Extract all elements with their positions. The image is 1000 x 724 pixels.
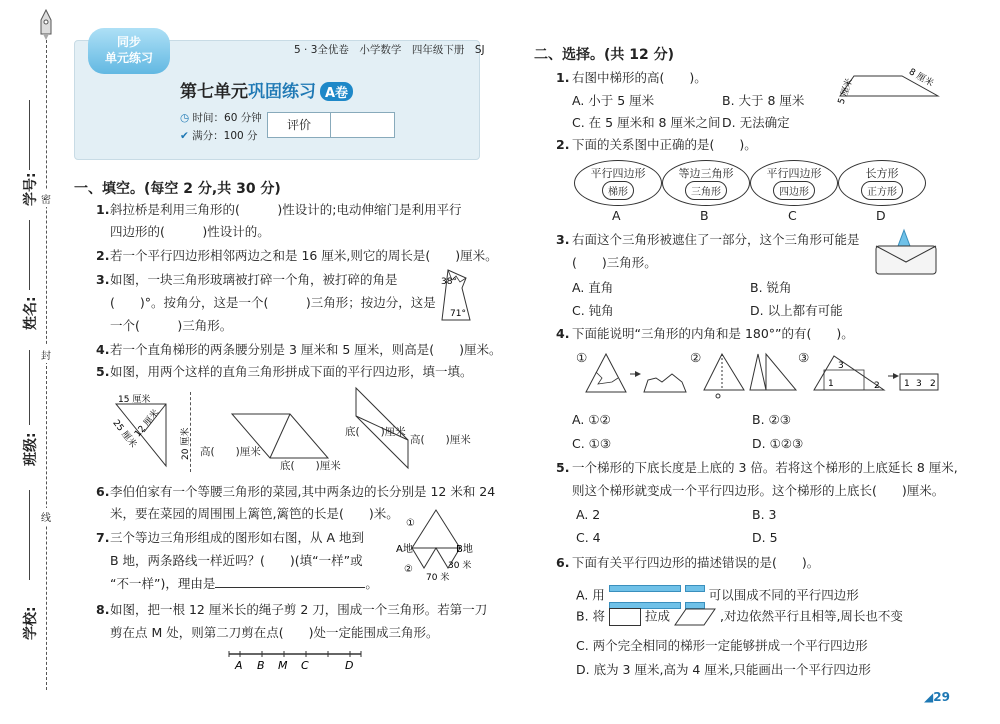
length-label: 30 米 [448, 561, 472, 571]
option[interactable]: D. 底为 3 厘米,高为 4 厘米,只能画出一个平行四边形 [576, 662, 871, 677]
side-label: 20 厘米 [181, 427, 191, 460]
side-label: 8 厘米 [906, 67, 935, 90]
rocket-icon [40, 10, 52, 40]
option[interactable]: A. 直角 [572, 280, 614, 295]
option[interactable]: C. 4 [576, 530, 601, 545]
rating-box[interactable] [267, 112, 395, 138]
divider [190, 392, 191, 472]
svg-text:1: 1 [828, 379, 834, 389]
score-info: ✔ 满分：100 分 [180, 130, 258, 142]
seal-mark: 封 [41, 346, 51, 363]
length-label: 70 米 [426, 573, 450, 583]
seal-mark: 密 [41, 190, 51, 207]
sync-unit-badge: 同步 单元练习 [88, 28, 170, 74]
question-text: ( )三角形。 [572, 255, 657, 270]
side-label: 5 厘米 [836, 77, 856, 106]
class-field[interactable] [29, 350, 30, 425]
clock-icon: ◷ [180, 112, 190, 124]
question-text: 李伯伯家有一个等腰三角形的菜园,其中两条边的长分别是 12 米和 24 [110, 484, 496, 499]
venn-option-d[interactable]: 长方形 正方形 [838, 160, 926, 206]
question-text: 一个( )三角形。 [110, 318, 233, 333]
point-label: A地 [396, 544, 413, 555]
question-text: 则这个梯形就变成一个平行四边形。这个梯形的上底长( )厘米。 [572, 483, 945, 498]
option[interactable]: D. 以上都有可能 [750, 303, 843, 318]
option-letter: A [612, 208, 621, 223]
version-tag: A卷 [320, 82, 353, 101]
question-number: 2. [96, 248, 110, 263]
option[interactable]: D. ①②③ [752, 436, 804, 451]
svg-text:3: 3 [916, 379, 922, 389]
question-text: 下面能说明“三角形的内角和是 180°”的有( )。 [572, 326, 854, 341]
svg-text:2: 2 [930, 379, 936, 389]
side-label: 25 厘米 [110, 418, 139, 450]
question-text: 下面的关系图中正确的是( )。 [572, 137, 757, 152]
section-heading: 二、选择。(共 12 分) [534, 47, 675, 63]
question-text: 四边形的( )性设计的。 [110, 224, 270, 239]
parallelogram-icon [674, 608, 716, 626]
option[interactable]: A. 用 可以围成不同的平行四边形 [576, 580, 859, 612]
question-text: 一个梯形的下底长度是上底的 3 倍。若将这个梯形的上底延长 8 厘米, [572, 460, 958, 475]
fold-triangle-figure [700, 350, 800, 402]
svg-text:1: 1 [904, 379, 910, 389]
question-text: 剪在点 M 处，则第二刀剪在点( )处一定能围成三角形。 [110, 625, 439, 640]
page-number: ◢29 [924, 690, 950, 704]
option-letter: C [788, 208, 797, 223]
covered-triangle-figure [874, 228, 938, 276]
series-info: 5 · 3全优卷 小学数学 四年级下册 SJ [294, 44, 485, 56]
tear-angles-figure [582, 352, 690, 396]
broken-glass-figure [440, 268, 476, 322]
point-label: B [257, 659, 265, 672]
option[interactable]: B. 大于 8 厘米 [722, 93, 805, 108]
point-label: A [235, 659, 243, 672]
rating-label: 评价 [268, 113, 331, 137]
question-text: 下面有关平行四边形的描述错误的是( )。 [572, 555, 820, 570]
angle-label: 71° [450, 309, 466, 319]
question-number: 5. [556, 460, 570, 475]
point-label: C [301, 659, 309, 672]
side-label: 15 厘米 [118, 395, 151, 405]
question-number: 3. [556, 232, 570, 247]
option[interactable]: D. 5 [752, 530, 778, 545]
class-label: 班级: [23, 432, 39, 466]
figure-number: ② [690, 350, 702, 365]
question-text: 若一个直角梯形的两条腰分别是 3 厘米和 5 厘米，则高是( )厘米。 [110, 342, 502, 357]
question-number: 5. [96, 364, 110, 379]
question-number: 6. [556, 555, 570, 570]
question-number: 6. [96, 484, 110, 499]
question-number: 7. [96, 530, 110, 545]
option[interactable]: C. ①③ [572, 436, 612, 451]
question-text: 如图，用两个这样的直角三角形拼成下面的平行四边形，填一填。 [110, 364, 473, 379]
name-field[interactable] [29, 220, 30, 290]
venn-option-b[interactable]: 等边三角形 三角形 [662, 160, 750, 206]
svg-text:2: 2 [874, 381, 880, 391]
option[interactable]: C. 钝角 [572, 303, 614, 318]
point-label: B地 [456, 544, 473, 555]
angle-label: 38° [441, 277, 457, 287]
equilateral-triangles-figure [396, 506, 476, 584]
option-letter: D [876, 208, 886, 223]
base-label: 底( )厘米 [345, 426, 406, 438]
question-text: 斜拉桥是利用三角形的( )性设计的;电动伸缩门是利用平行 [110, 202, 462, 217]
rectangle-icon [609, 608, 641, 626]
figure-number: ③ [798, 350, 810, 365]
option[interactable]: A. 2 [576, 507, 601, 522]
question-number: 4. [96, 342, 110, 357]
question-number: 2. [556, 137, 570, 152]
question-number: 1. [556, 70, 570, 85]
question-text: 三个等边三角形组成的图形如右图，从 A 地到 [110, 530, 364, 545]
route-label: ① [406, 518, 415, 529]
rope-number-line [225, 648, 365, 672]
section-heading: 一、填空。(每空 2 分,共 30 分) [74, 181, 281, 197]
height-label: 高( )厘米 [200, 446, 261, 458]
svg-text:3: 3 [838, 361, 844, 371]
option[interactable]: C. 两个完全相同的梯形一定能够拼成一个平行四边形 [576, 638, 868, 653]
question-text: 若一个平行四边形相邻两边之和是 16 厘米,则它的周长是( )厘米。 [110, 248, 498, 263]
venn-option-c[interactable]: 平行四边形 四边形 [750, 160, 838, 206]
check-circle-icon: ✔ [180, 130, 189, 142]
school-label: 学校: [23, 606, 39, 640]
question-number: 3. [96, 272, 110, 287]
name-label: 姓名: [23, 296, 39, 330]
time-info: ◷ 时间：60 分钟 [180, 112, 262, 124]
option-letter: B [700, 208, 709, 223]
option[interactable]: A. ①② [572, 412, 611, 427]
question-text: 右面这个三角形被遮住了一部分，这个三角形可能是 [572, 232, 860, 247]
question-text: 米，要在菜园的周围围上篱笆,篱笆的长是( )米。 [110, 506, 399, 521]
option[interactable]: A. 小于 5 厘米 [572, 93, 655, 108]
venn-option-a[interactable]: 平行四边形 梯形 [574, 160, 662, 206]
page-title: 第七单元巩固练习 A卷 [180, 77, 353, 102]
route-label: ② [404, 564, 413, 575]
student-id-field[interactable] [29, 100, 30, 170]
gutter-seal-line [46, 40, 47, 690]
figure-number: ① [576, 350, 588, 365]
school-field[interactable] [29, 490, 30, 580]
student-id-label: 学号: [23, 172, 39, 206]
question-text: 如图，一块三角形玻璃被打碎一个角，被打碎的角是 [110, 272, 398, 287]
height-label: 高( )厘米 [410, 434, 471, 446]
right-triangle-figure [110, 392, 191, 470]
option[interactable]: D. 无法确定 [722, 115, 790, 130]
option[interactable]: B. 3 [752, 507, 777, 522]
question-text: ( )°。按角分，这是一个( )三角形；按边分，这是 [110, 295, 436, 310]
question-text: B 地，两条路线一样近吗？( )(填“一样”或 [110, 553, 363, 568]
base-label: 底( )厘米 [280, 460, 341, 472]
question-number: 8. [96, 602, 110, 617]
question-text: 如图，把一根 12 厘米长的绳子剪 2 刀，围成一个三角形。若第一刀 [110, 602, 488, 617]
fold-paper-figure [812, 352, 940, 392]
seal-mark: 线 [41, 508, 51, 525]
option[interactable]: C. 在 5 厘米和 8 厘米之间 [572, 115, 721, 130]
side-label: 12 厘米 [133, 408, 162, 440]
trapezoid-figure [826, 68, 944, 108]
point-label: M [278, 659, 288, 672]
option[interactable]: B. ②③ [752, 412, 791, 427]
point-label: D [345, 659, 354, 672]
swoosh-icon: ◢ [924, 690, 934, 704]
option[interactable]: B. 锐角 [750, 280, 792, 295]
question-number: 1. [96, 202, 110, 217]
question-text: “不一样”)，理由是 。 [110, 576, 378, 591]
option[interactable]: B. 将 拉成 ,对边依然平行且相等,周长也不变 [576, 608, 903, 626]
question-text: 右图中梯形的高( )。 [572, 70, 707, 85]
question-number: 4. [556, 326, 570, 341]
